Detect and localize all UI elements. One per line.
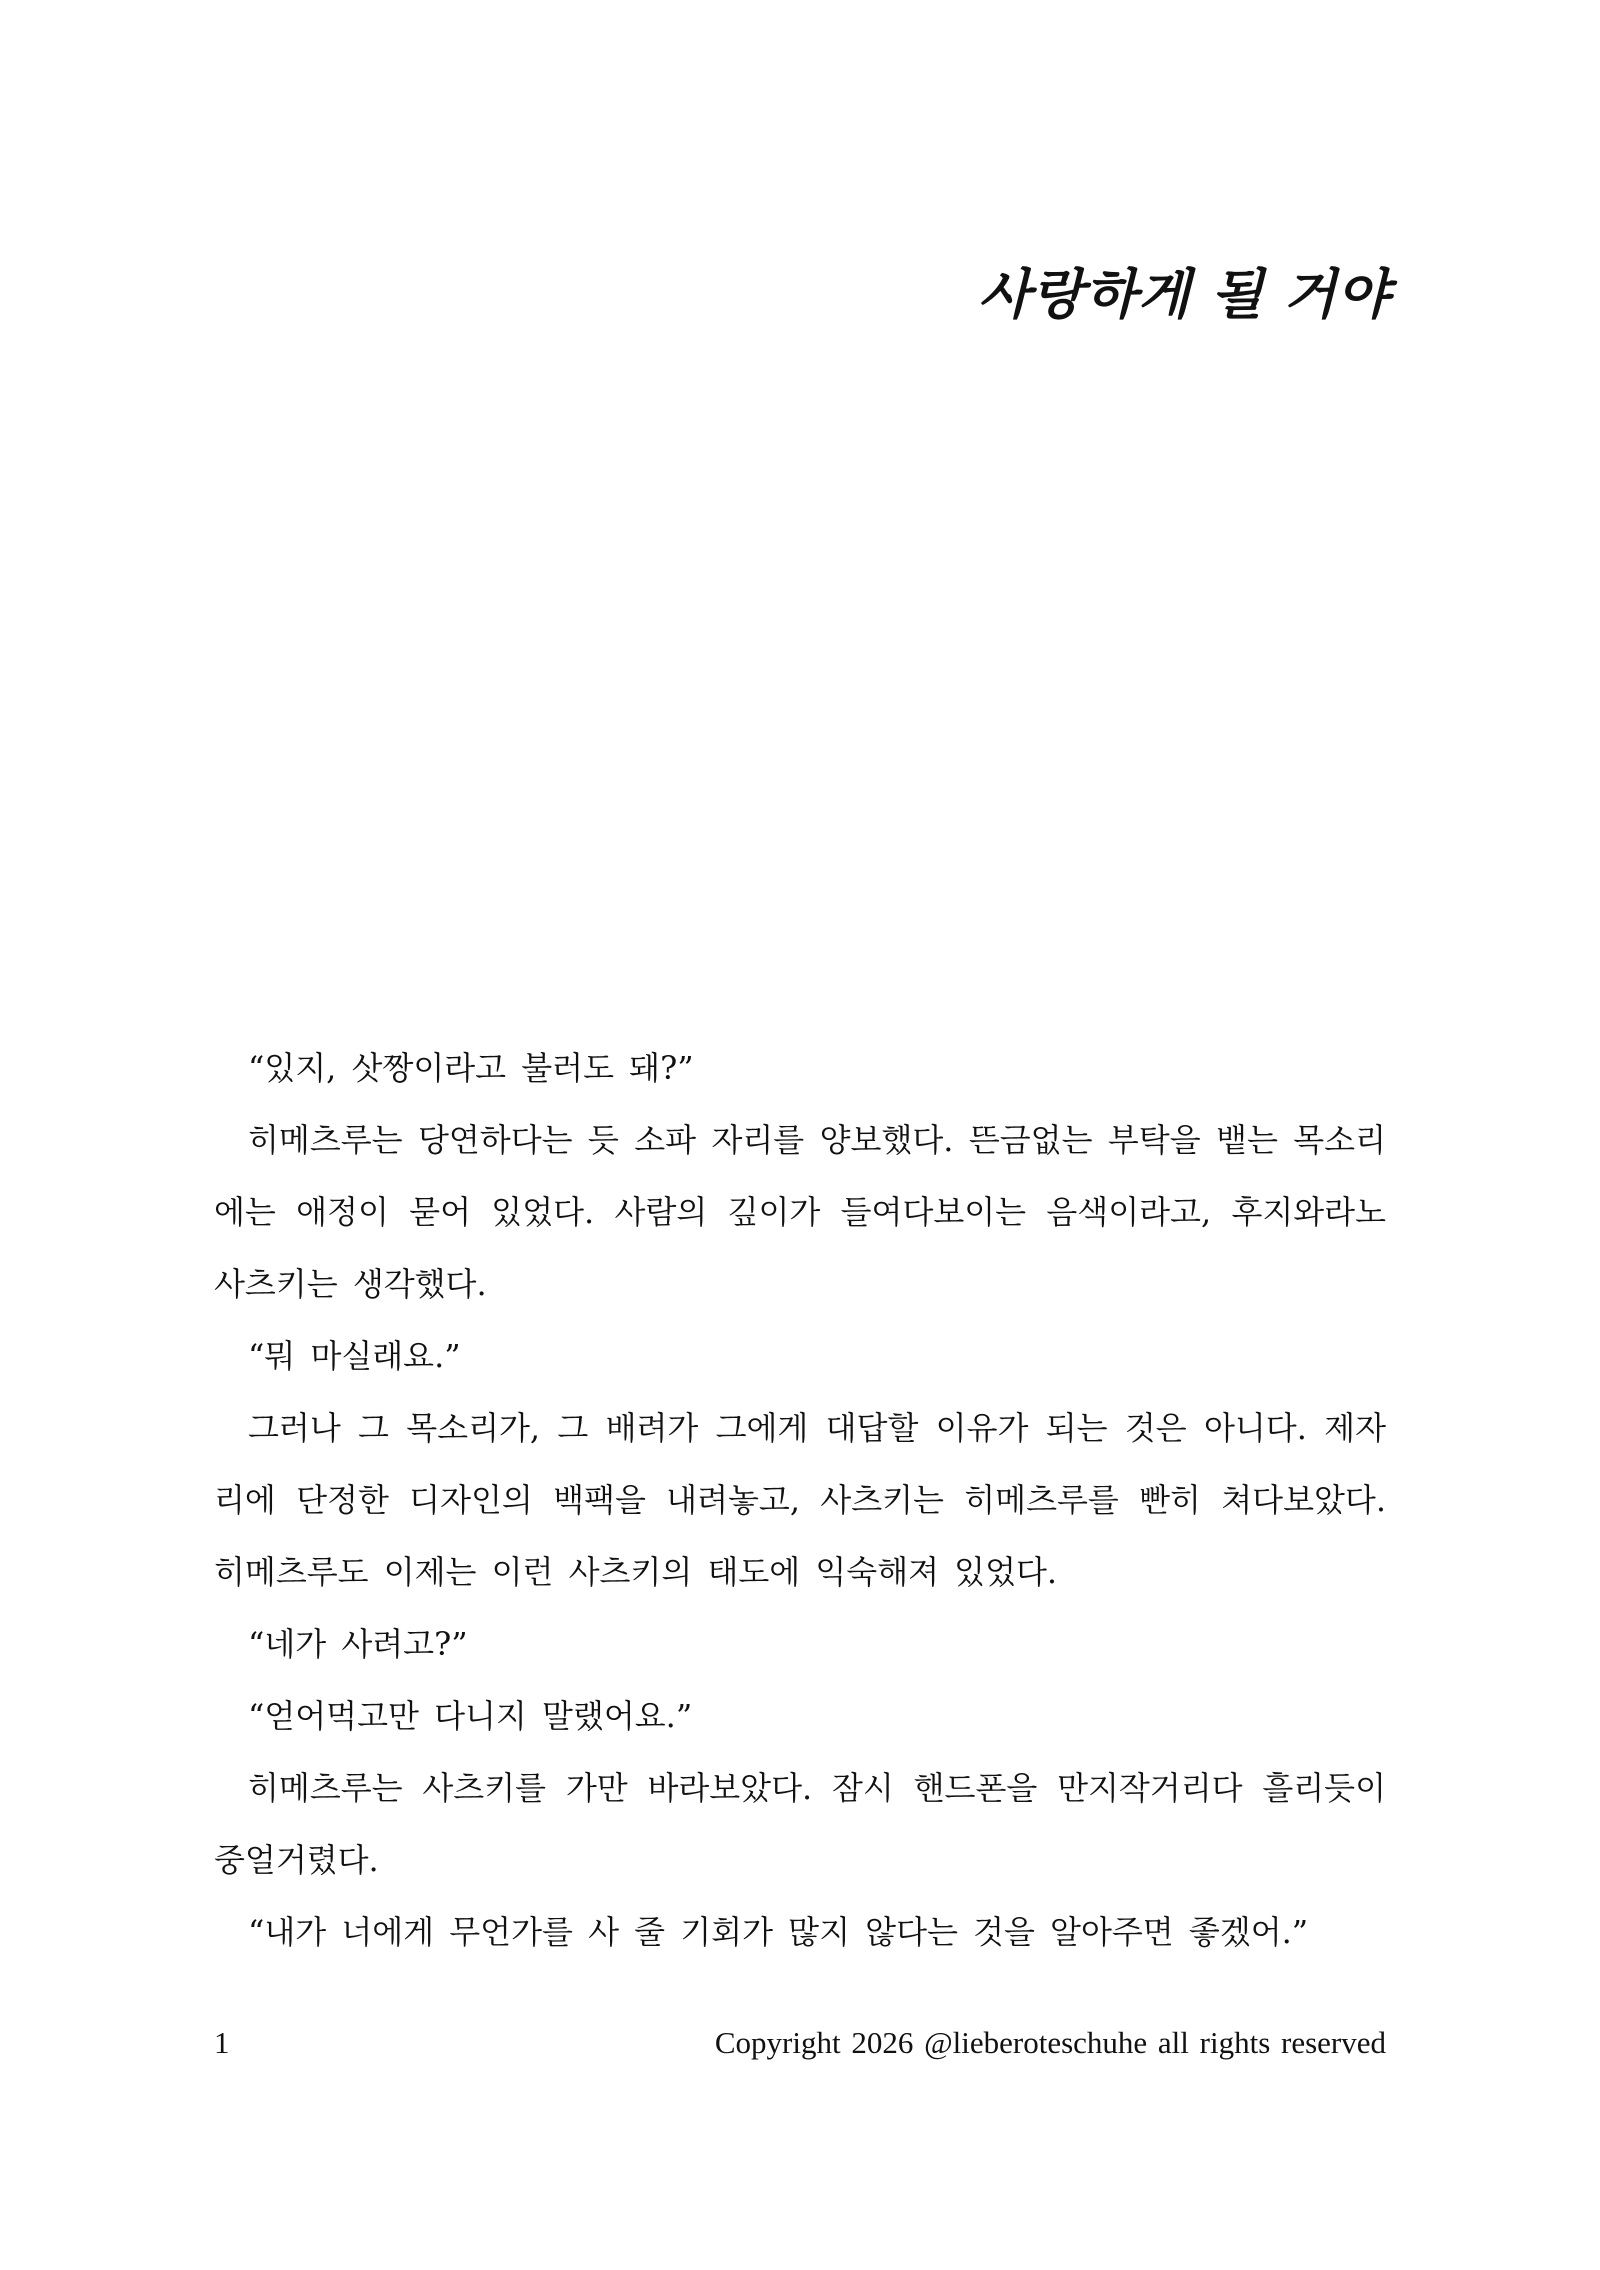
paragraph: “내가 너에게 무언가를 사 줄 기회가 많지 않다는 것을 알아주면 좋겠어.”	[248, 1913, 1309, 1951]
paragraph: “뭐 마실래요.”	[248, 1337, 461, 1375]
body-text	[214, 1032, 1386, 1968]
page-number: 1	[214, 2025, 230, 2060]
paragraph: “네가 사려고?”	[248, 1625, 468, 1663]
paragraph: “얻어먹고만 다니지 말랬어요.”	[248, 1697, 693, 1735]
paragraph: 히메츠루는 당연하다는 듯 소파 자리를 양보했다. 뜬금없는 부탁을 뱉는 목소리에는 애정이 묻어 있었다. 사람의 깊이가 들여다보이는 음색이라고, 후지와라노 사츠키는 생각했다.	[214, 1121, 1386, 1303]
copyright-notice: Copyright 2026 @lieberoteschuhe all rights reserved	[714, 2025, 1386, 2060]
paragraph: 히메츠루는 사츠키를 가만 바라보았다. 잠시 핸드폰을 만지작거리다 흘리듯이 중얼거렸다.	[214, 1769, 1386, 1879]
chapter-title: 사랑하게 될 거야	[978, 262, 1390, 326]
paragraph: 그러나 그 목소리가, 그 배려가 그에게 대답할 이유가 되는 것은 아니다. 제자리에 단정한 디자인의 백팩을 내려놓고, 사츠키는 히메츠루를 빤히 쳐다보았다. 히메츠루도 이제는 이런 사츠키의 태도에 익숙해져 있었다.	[214, 1409, 1386, 1591]
paragraph: “있지, 삿짱이라고 불러도 돼?”	[248, 1049, 694, 1087]
